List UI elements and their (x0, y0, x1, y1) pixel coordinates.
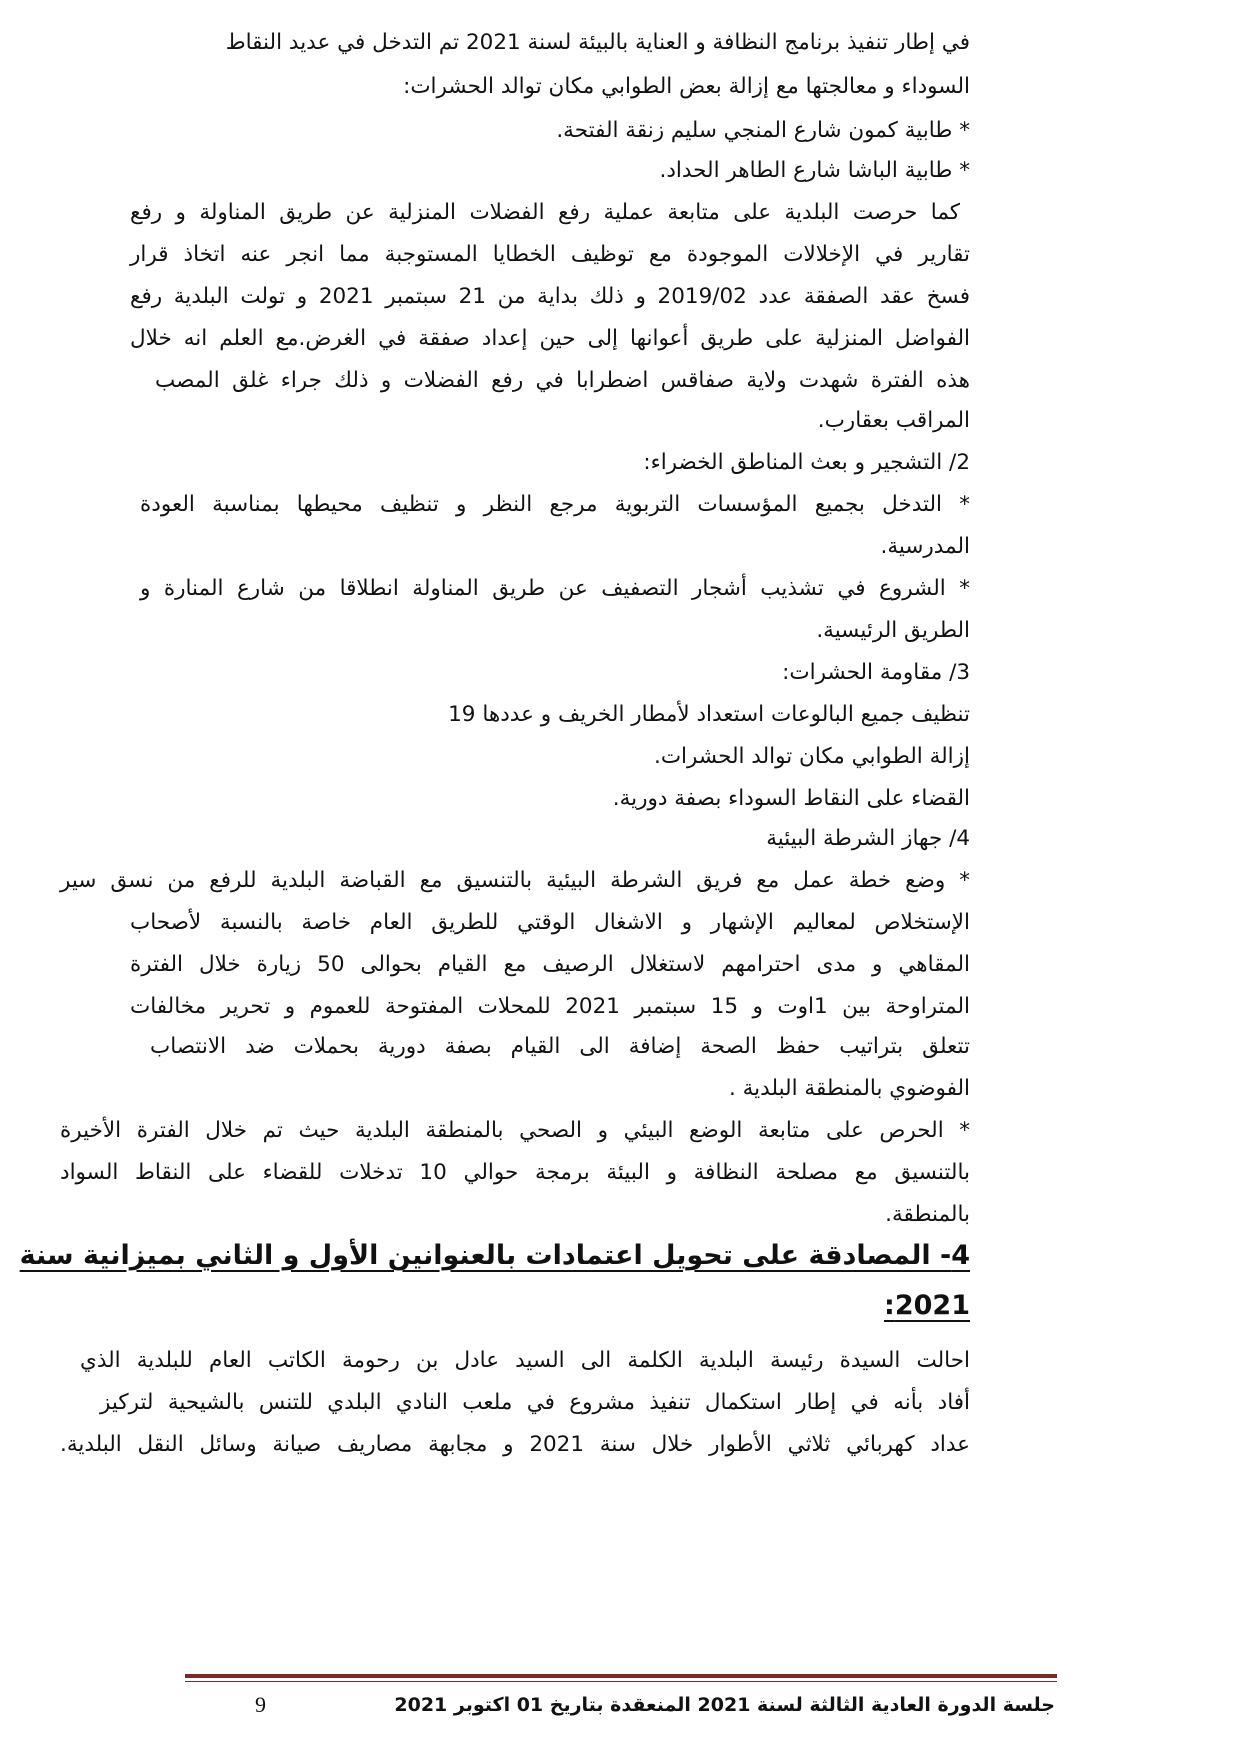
paragraph-line: في إطار تنفيذ برنامج النظافة و العناية بالبيئة لسنة 2021 تم التدخل في عديد النقاط (225, 30, 970, 55)
section-title: 2/ التشجير و بعث المناطق الخضراء: (643, 450, 970, 475)
paragraph-line: الإستخلاص لمعاليم الإشهار و الاشغال الوقتي للطريق العام خاصة بالنسبة لأصحاب (130, 910, 970, 935)
bullet-item: الطريق الرئيسية. (816, 618, 970, 643)
paragraph-line: المقاهي و مدى احترامهم لاستغلال الرصيف مع القيام بحوالى 50 زيارة خلال الفترة (130, 952, 970, 977)
section-title: 4/ جهاز الشرطة البيئية (766, 826, 970, 851)
paragraph-line: إزالة الطوابي مكان توالد الحشرات. (653, 744, 970, 769)
paragraph-line: تقارير في الإخلالات الموجودة مع توظيف الخطايا المستوجبة مما انجر عنه اتخاذ قرار (130, 242, 970, 267)
footer-rule (185, 1674, 1057, 1678)
paragraph-line: الفواضل المنزلية على طريق أعوانها إلى حين إعداد صفقة في الغرض.مع العلم انه خلال (130, 326, 970, 351)
paragraph-line: احالت السيدة رئيسة البلدية الكلمة الى السيد عادل بن رحومة الكاتب العام للبلدية الذي (80, 1348, 970, 1373)
paragraph-line: القضاء على النقاط السوداء بصفة دورية. (612, 786, 970, 811)
bullet-item: * طابية الباشا شارع الطاهر الحداد. (659, 158, 970, 183)
page-number: 9 (255, 1692, 266, 1717)
paragraph-line: بالمنطقة. (885, 1202, 970, 1227)
footer-rule-thin (185, 1681, 1057, 1682)
bullet-item: * وضع خطة عمل مع فريق الشرطة البيئية بالتنسيق مع القباضة البلدية للرفع من نسق سير (60, 868, 970, 893)
agenda-item-heading-year: 2021: (884, 1290, 970, 1321)
bullet-item: * طابية كمون شارع المنجي سليم زنقة الفتحة. (556, 118, 970, 143)
paragraph-line: الفوضوي بالمنطقة البلدية . (728, 1076, 970, 1101)
paragraph-line: السوداء و معالجتها مع إزالة بعض الطوابي مكان توالد الحشرات: (403, 74, 970, 99)
paragraph-line: أفاد بأنه في إطار استكمال تنفيذ مشروع في ملعب النادي البلدي للتنس بالشيحية لتركيز (100, 1390, 970, 1415)
bullet-item: * الحرص على متابعة الوضع البيئي و الصحي بالمنطقة البلدية حيث تم خلال الفترة الأخيرة (60, 1118, 970, 1143)
bullet-item: * التدخل بجميع المؤسسات التربوية مرجع النظر و تنظيف محيطها بمناسبة العودة (140, 492, 970, 517)
paragraph-line: كما حرصت البلدية على متابعة عملية رفع الفضلات المنزلية عن طريق المناولة و رفع (130, 200, 960, 225)
section-title: 3/ مقاومة الحشرات: (782, 660, 970, 685)
footer-session-text: جلسة الدورة العادية الثالثة لسنة 2021 المنعقدة بتاريخ 01 اكتوبر 2021 (394, 1694, 1055, 1716)
paragraph-line: بالتنسيق مع مصلحة النظافة و البيئة برمجة حوالي 10 تدخلات للقضاء على النقاط السواد (60, 1160, 970, 1185)
paragraph-line: فسخ عقد الصفقة عدد 2019/02 و ذلك بداية من 21 سبتمبر 2021 و تولت البلدية رفع (130, 284, 970, 309)
paragraph-line: المتراوحة بين 1اوت و 15 سبتمبر 2021 للمحلات المفتوحة للعموم و تحرير مخالفات (130, 994, 970, 1019)
paragraph-line: تتعلق بتراتيب حفظ الصحة إضافة الى القيام بصفة دورية بحملات ضد الانتصاب (150, 1034, 970, 1059)
paragraph-line: تنظيف جميع البالوعات استعداد لأمطار الخريف و عددها 19 (448, 702, 970, 727)
paragraph-line: المراقب بعقارب. (817, 408, 970, 433)
paragraph-line: عداد كهربائي ثلاثي الأطوار خلال سنة 2021 و مجابهة مصاريف صيانة وسائل النقل البلدية. (60, 1432, 970, 1457)
bullet-item: المدرسية. (880, 534, 970, 559)
paragraph-line: هذه الفترة شهدت ولاية صفاقس اضطرابا في رفع الفضلات و ذلك جراء غلق المصب (155, 368, 970, 393)
agenda-item-heading: 4- المصادقة على تحويل اعتمادات بالعنوانين الأول و الثاني بميزانية سنة (19, 1240, 970, 1271)
bullet-item: * الشروع في تشذيب أشجار التصفيف عن طريق المناولة انطلاقا من شارع المنارة و (140, 576, 970, 601)
